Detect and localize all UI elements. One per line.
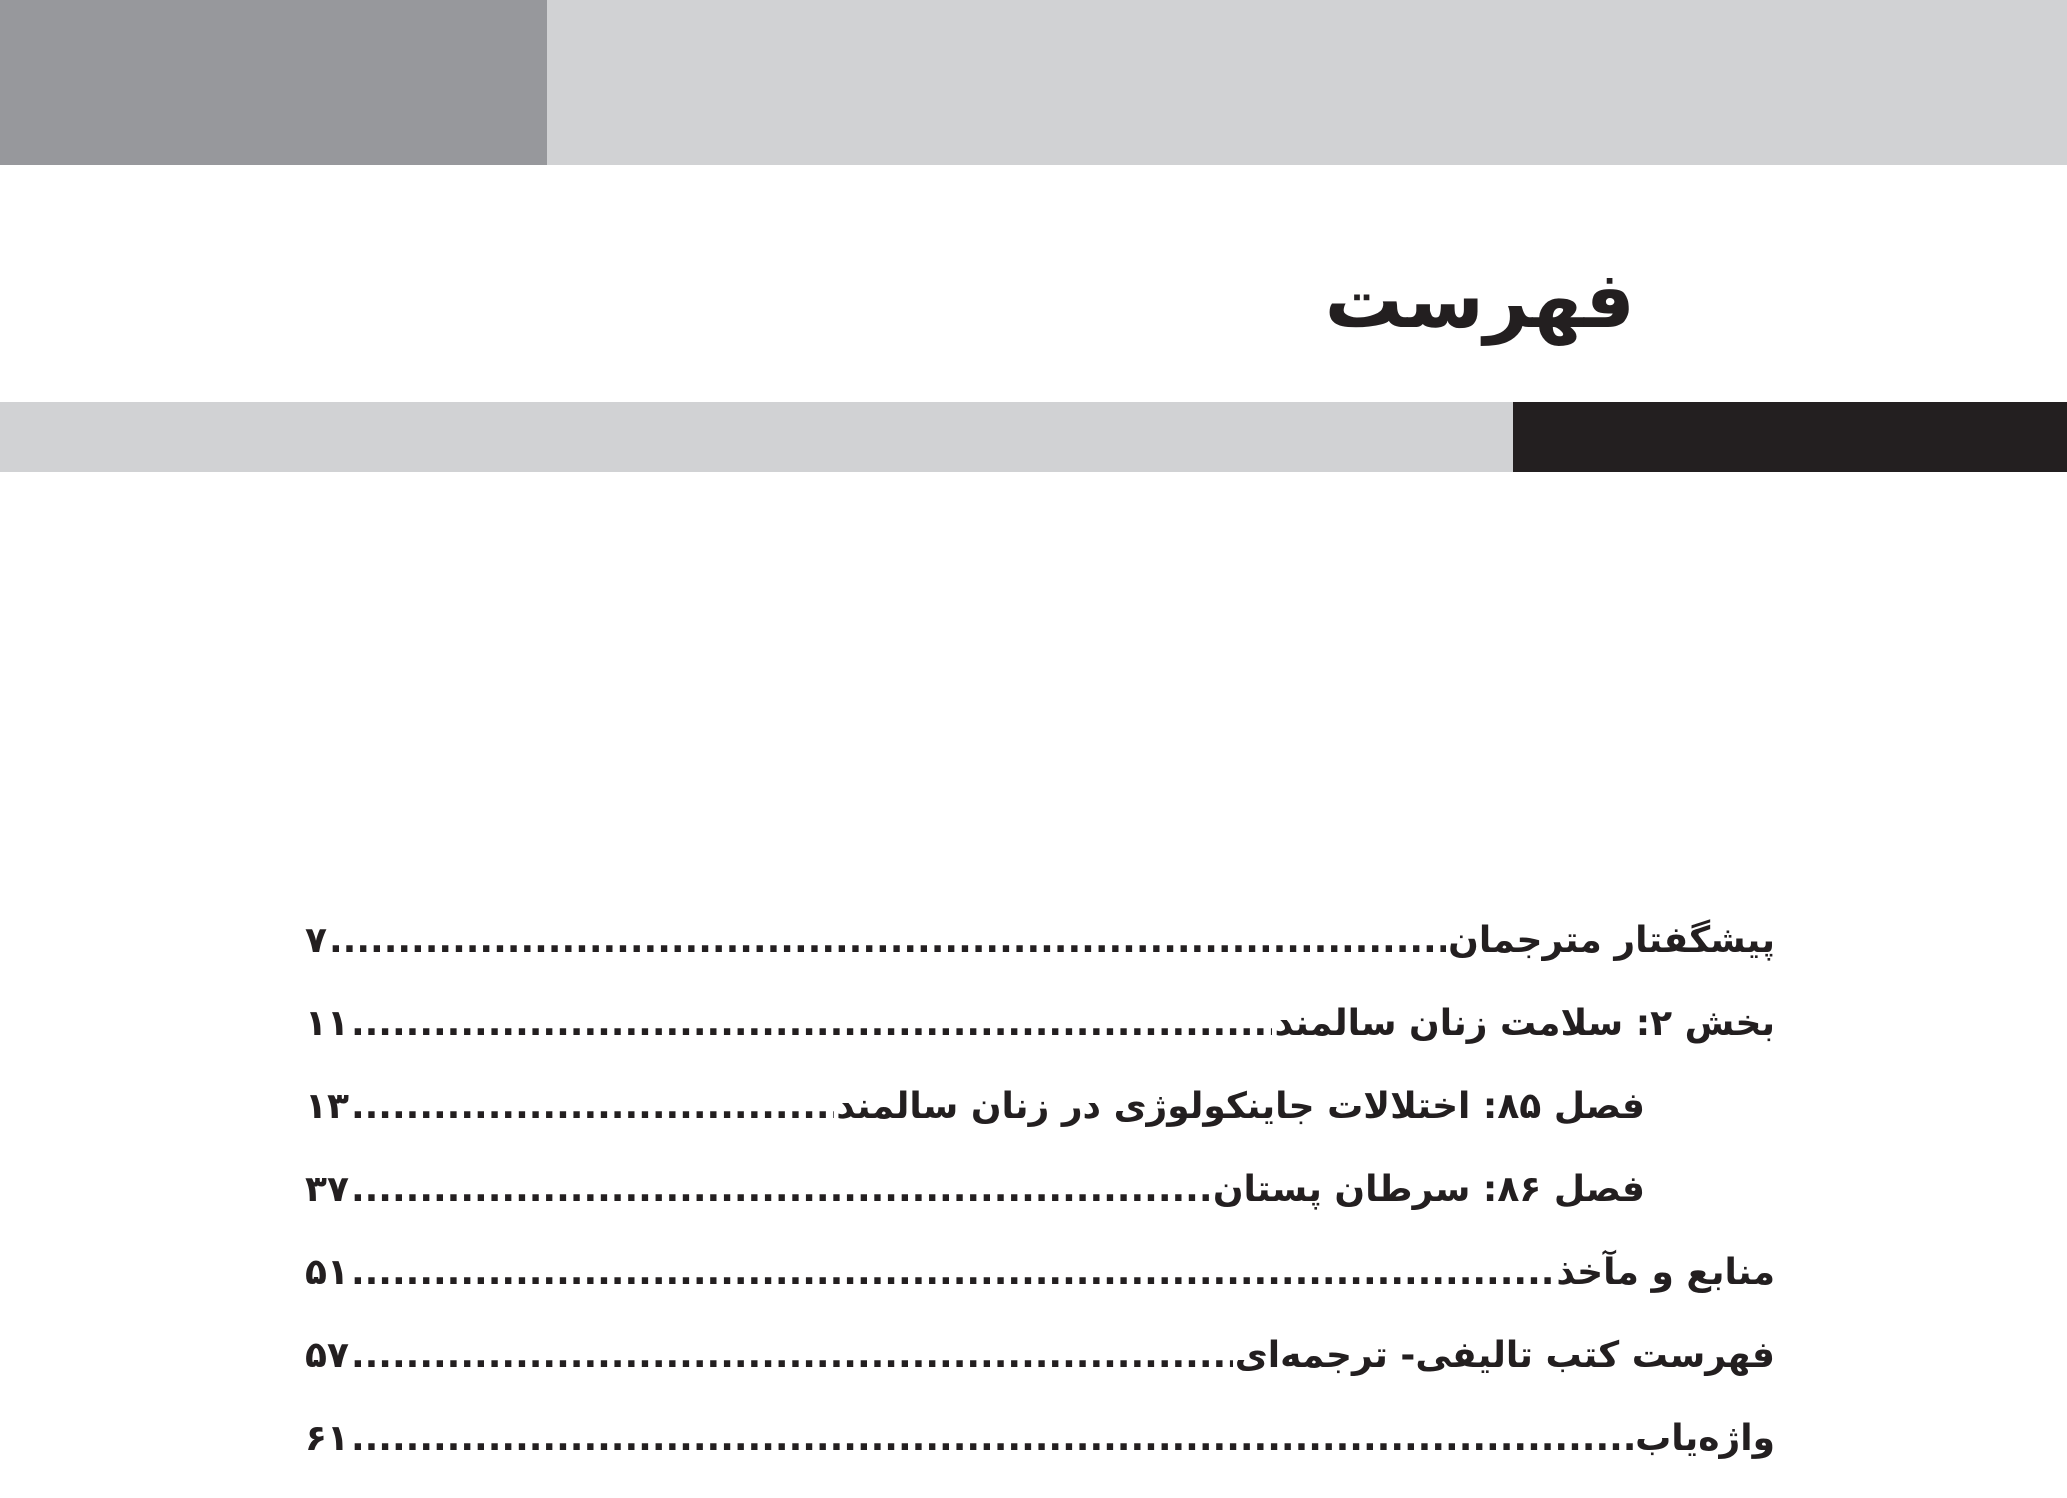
toc-entry-label: بخش ۲: سلامت زنان سالمند	[1274, 1003, 1775, 1044]
toc-entry-chapter-86[interactable]	[305, 1166, 1775, 1249]
toc-entry-label: پیشگفتار مترجمان	[1448, 920, 1775, 961]
toc-dot-leader	[351, 1166, 1211, 1214]
toc-entry-book-list[interactable]	[305, 1332, 1775, 1415]
toc-entry-page-number: ۶۱	[305, 1418, 349, 1459]
toc-dot-leader	[351, 1083, 834, 1131]
toc-dot-leader	[351, 1332, 1233, 1380]
toc-dot-leader	[329, 917, 1446, 965]
toc-entry-label: فصل ۸۶: سرطان پستان	[1212, 1169, 1645, 1210]
toc-dot-leader	[351, 1000, 1272, 1048]
toc-dot-leader	[351, 1415, 1633, 1463]
header-band-dark	[0, 0, 547, 165]
toc-entry-label: واژه‌یاب	[1635, 1418, 1775, 1459]
toc-entry-page-number: ۱۱	[305, 1003, 349, 1044]
toc-entry-page-number: ۵۷	[305, 1335, 349, 1376]
page-title: فهرست	[1324, 256, 1635, 346]
table-of-contents	[305, 917, 1775, 1498]
title-underline-band-light	[0, 402, 1513, 472]
toc-dot-leader	[351, 1249, 1554, 1297]
toc-entry-references[interactable]	[305, 1249, 1775, 1332]
toc-entry-translators-preface[interactable]	[305, 917, 1775, 1000]
toc-entry-page-number: ۷	[305, 920, 327, 961]
toc-entry-page-number: ۱۳	[305, 1086, 349, 1127]
toc-entry-page-number: ۳۷	[305, 1169, 349, 1210]
toc-entry-part-2[interactable]	[305, 1000, 1775, 1083]
toc-entry-label: منابع و مآخذ	[1556, 1252, 1775, 1293]
toc-entry-label: فهرست کتب تالیفی- ترجمه‌ای	[1234, 1335, 1775, 1376]
title-underline-band-dark	[1513, 402, 2067, 472]
toc-entry-chapter-85[interactable]	[305, 1083, 1775, 1166]
toc-entry-glossary[interactable]	[305, 1415, 1775, 1498]
toc-entry-label: فصل ۸۵: اختلالات جاینکولوژی در زنان سالمند	[836, 1086, 1645, 1127]
toc-entry-page-number: ۵۱	[305, 1252, 349, 1293]
header-band-light	[547, 0, 2067, 165]
